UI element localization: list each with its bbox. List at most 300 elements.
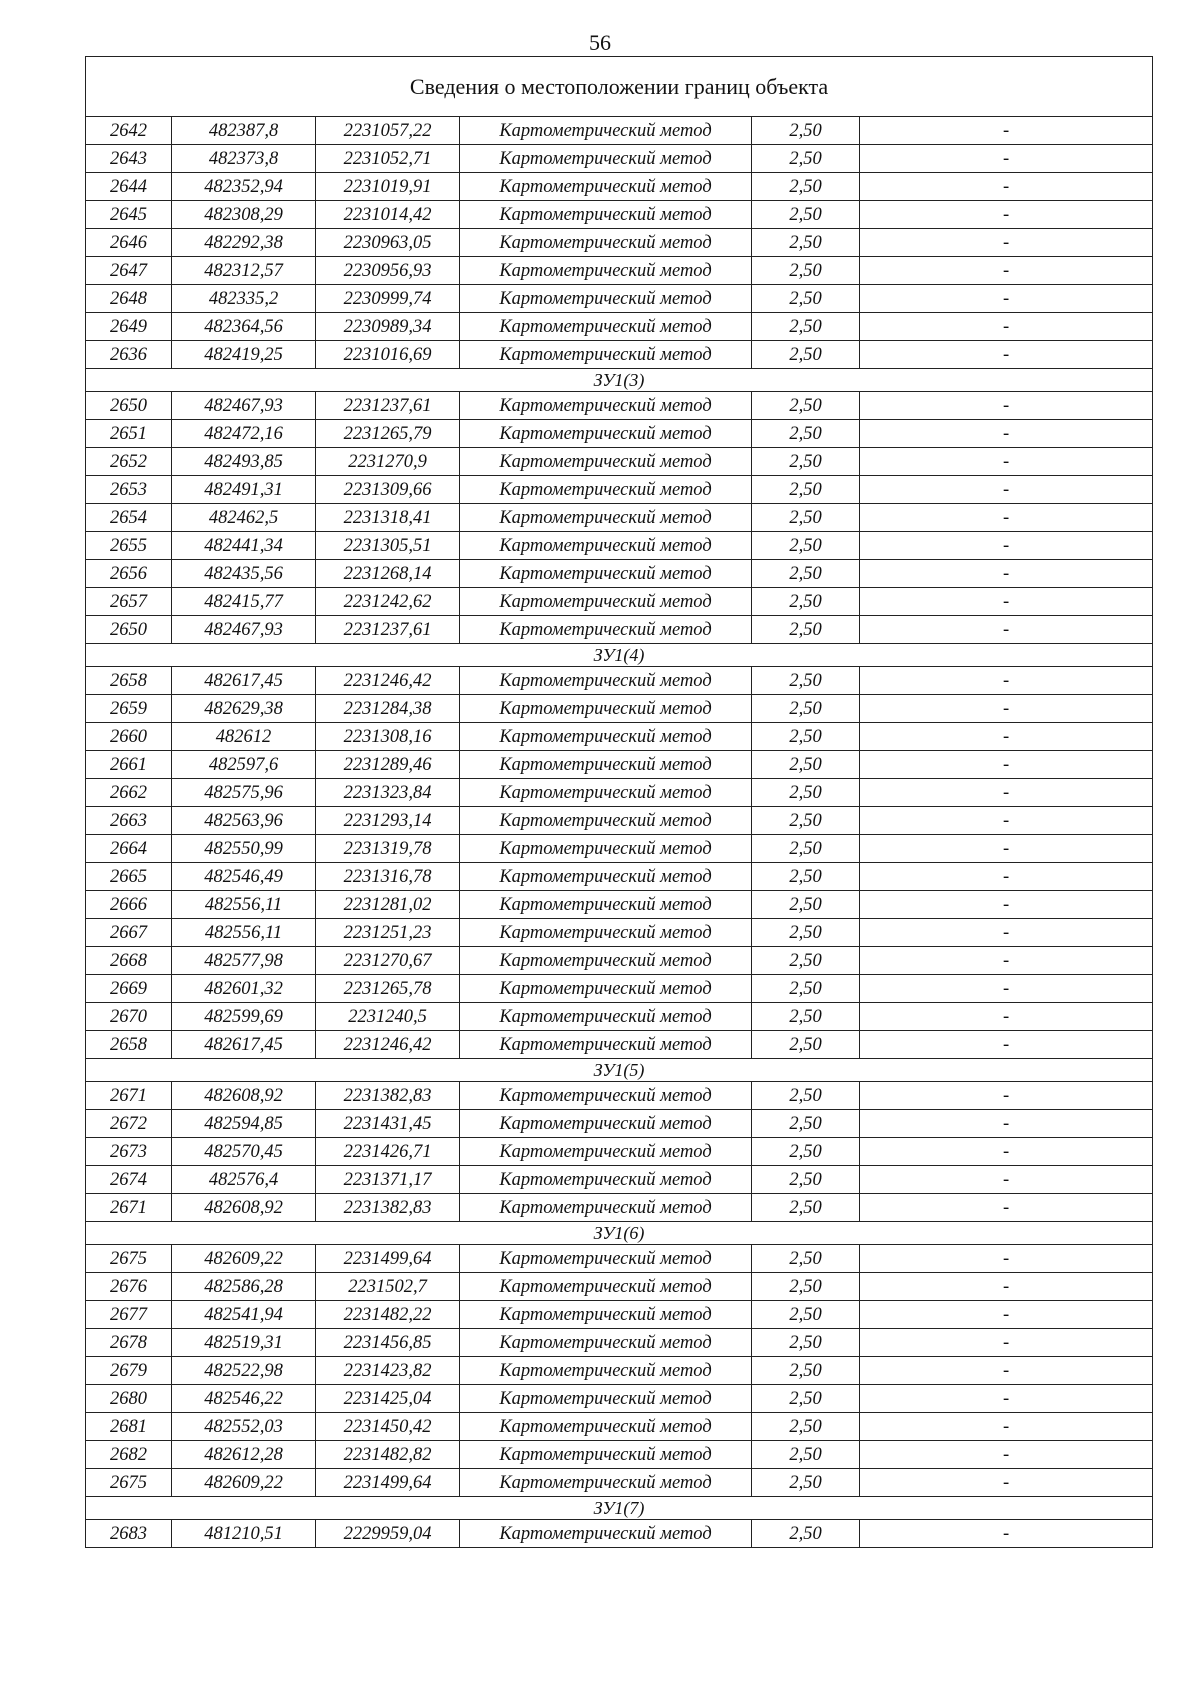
coord-x-cell: 482546,49: [172, 863, 316, 891]
point-number-cell: 2672: [86, 1110, 172, 1138]
coord-y-cell: 2231293,14: [316, 807, 460, 835]
point-number-cell: 2674: [86, 1166, 172, 1194]
table-row: [86, 779, 1153, 807]
section-header-row: [86, 644, 1153, 667]
accuracy-cell: 2,50: [752, 588, 860, 616]
description-cell: -: [860, 751, 1153, 779]
accuracy-cell: 2,50: [752, 863, 860, 891]
coord-y-cell: 2230956,93: [316, 257, 460, 285]
method-cell: Картометрический метод: [460, 723, 752, 751]
table-row: [86, 1469, 1153, 1497]
description-cell: -: [860, 723, 1153, 751]
method-cell: Картометрический метод: [460, 751, 752, 779]
point-number-cell: 2654: [86, 504, 172, 532]
coord-y-cell: 2229959,04: [316, 1520, 460, 1548]
coord-x-cell: 482435,56: [172, 560, 316, 588]
coord-x-cell: 482441,34: [172, 532, 316, 560]
section-header-row: [86, 369, 1153, 392]
method-cell: Картометрический метод: [460, 476, 752, 504]
table-row: [86, 504, 1153, 532]
coord-x-cell: 482594,85: [172, 1110, 316, 1138]
method-cell: Картометрический метод: [460, 392, 752, 420]
description-cell: -: [860, 341, 1153, 369]
boundary-coordinates-table: [85, 56, 1153, 1548]
table-row: [86, 891, 1153, 919]
point-number-cell: 2658: [86, 667, 172, 695]
coord-y-cell: 2231019,91: [316, 173, 460, 201]
table-row: [86, 1138, 1153, 1166]
accuracy-cell: 2,50: [752, 1110, 860, 1138]
table-row: [86, 919, 1153, 947]
coord-y-cell: 2231240,5: [316, 1003, 460, 1031]
coord-y-cell: 2231499,64: [316, 1469, 460, 1497]
accuracy-cell: 2,50: [752, 779, 860, 807]
accuracy-cell: 2,50: [752, 947, 860, 975]
table-row: [86, 1166, 1153, 1194]
section-header-row: [86, 1497, 1153, 1520]
method-cell: Картометрический метод: [460, 1357, 752, 1385]
coord-y-cell: 2231057,22: [316, 117, 460, 145]
method-cell: Картометрический метод: [460, 807, 752, 835]
coord-x-cell: 482541,94: [172, 1301, 316, 1329]
coord-x-cell: 482522,98: [172, 1357, 316, 1385]
coord-y-cell: 2231323,84: [316, 779, 460, 807]
accuracy-cell: 2,50: [752, 1357, 860, 1385]
accuracy-cell: 2,50: [752, 201, 860, 229]
coord-y-cell: 2231242,62: [316, 588, 460, 616]
accuracy-cell: 2,50: [752, 723, 860, 751]
table-row: [86, 1110, 1153, 1138]
description-cell: -: [860, 616, 1153, 644]
table-row: [86, 1385, 1153, 1413]
accuracy-cell: 2,50: [752, 313, 860, 341]
coord-x-cell: 482599,69: [172, 1003, 316, 1031]
table-row: [86, 807, 1153, 835]
accuracy-cell: 2,50: [752, 891, 860, 919]
point-number-cell: 2683: [86, 1520, 172, 1548]
method-cell: Картометрический метод: [460, 1385, 752, 1413]
point-number-cell: 2652: [86, 448, 172, 476]
coord-y-cell: 2231284,38: [316, 695, 460, 723]
point-number-cell: 2650: [86, 616, 172, 644]
description-cell: -: [860, 1385, 1153, 1413]
point-number-cell: 2647: [86, 257, 172, 285]
accuracy-cell: 2,50: [752, 1003, 860, 1031]
coord-x-cell: 482387,8: [172, 117, 316, 145]
coord-x-cell: 482556,11: [172, 919, 316, 947]
description-cell: -: [860, 229, 1153, 257]
point-number-cell: 2667: [86, 919, 172, 947]
coord-y-cell: 2231316,78: [316, 863, 460, 891]
description-cell: -: [860, 257, 1153, 285]
section-header-row: [86, 1059, 1153, 1082]
accuracy-cell: 2,50: [752, 1194, 860, 1222]
method-cell: Картометрический метод: [460, 616, 752, 644]
accuracy-cell: 2,50: [752, 1469, 860, 1497]
table-row: [86, 1357, 1153, 1385]
coord-y-cell: 2231237,61: [316, 392, 460, 420]
coord-y-cell: 2231016,69: [316, 341, 460, 369]
method-cell: Картометрический метод: [460, 835, 752, 863]
accuracy-cell: 2,50: [752, 117, 860, 145]
method-cell: Картометрический метод: [460, 1329, 752, 1357]
accuracy-cell: 2,50: [752, 560, 860, 588]
table-row: [86, 145, 1153, 173]
coord-x-cell: 482617,45: [172, 1031, 316, 1059]
description-cell: -: [860, 1138, 1153, 1166]
method-cell: Картометрический метод: [460, 173, 752, 201]
accuracy-cell: 2,50: [752, 476, 860, 504]
accuracy-cell: 2,50: [752, 420, 860, 448]
description-cell: -: [860, 1441, 1153, 1469]
point-number-cell: 2649: [86, 313, 172, 341]
method-cell: Картометрический метод: [460, 695, 752, 723]
table-row: [86, 1245, 1153, 1273]
point-number-cell: 2657: [86, 588, 172, 616]
accuracy-cell: 2,50: [752, 257, 860, 285]
accuracy-cell: 2,50: [752, 1138, 860, 1166]
coord-y-cell: 2231371,17: [316, 1166, 460, 1194]
coord-x-cell: 482609,22: [172, 1245, 316, 1273]
point-number-cell: 2661: [86, 751, 172, 779]
coord-x-cell: 482577,98: [172, 947, 316, 975]
point-number-cell: 2655: [86, 532, 172, 560]
coord-x-cell: 482546,22: [172, 1385, 316, 1413]
table-row: [86, 201, 1153, 229]
table-row: [86, 1441, 1153, 1469]
method-cell: Картометрический метод: [460, 420, 752, 448]
description-cell: -: [860, 779, 1153, 807]
accuracy-cell: 2,50: [752, 1329, 860, 1357]
method-cell: Картометрический метод: [460, 1003, 752, 1031]
method-cell: Картометрический метод: [460, 560, 752, 588]
description-cell: -: [860, 1003, 1153, 1031]
coord-x-cell: 482609,22: [172, 1469, 316, 1497]
description-cell: -: [860, 667, 1153, 695]
point-number-cell: 2648: [86, 285, 172, 313]
method-cell: Картометрический метод: [460, 863, 752, 891]
method-cell: Картометрический метод: [460, 1301, 752, 1329]
table-row: [86, 835, 1153, 863]
point-number-cell: 2645: [86, 201, 172, 229]
coord-x-cell: 482552,03: [172, 1413, 316, 1441]
accuracy-cell: 2,50: [752, 975, 860, 1003]
coord-y-cell: 2231319,78: [316, 835, 460, 863]
accuracy-cell: 2,50: [752, 807, 860, 835]
point-number-cell: 2658: [86, 1031, 172, 1059]
table-row: [86, 588, 1153, 616]
method-cell: Картометрический метод: [460, 145, 752, 173]
method-cell: Картометрический метод: [460, 1031, 752, 1059]
method-cell: Картометрический метод: [460, 891, 752, 919]
point-number-cell: 2659: [86, 695, 172, 723]
description-cell: -: [860, 1301, 1153, 1329]
accuracy-cell: 2,50: [752, 751, 860, 779]
description-cell: -: [860, 117, 1153, 145]
coord-y-cell: 2231289,46: [316, 751, 460, 779]
table-row: [86, 1413, 1153, 1441]
description-cell: -: [860, 173, 1153, 201]
coord-y-cell: 2231450,42: [316, 1413, 460, 1441]
method-cell: Картометрический метод: [460, 448, 752, 476]
accuracy-cell: 2,50: [752, 285, 860, 313]
description-cell: -: [860, 695, 1153, 723]
coord-x-cell: 482308,29: [172, 201, 316, 229]
description-cell: -: [860, 1413, 1153, 1441]
coord-x-cell: 482550,99: [172, 835, 316, 863]
coord-x-cell: 482491,31: [172, 476, 316, 504]
coord-x-cell: 482612,28: [172, 1441, 316, 1469]
coord-x-cell: 482352,94: [172, 173, 316, 201]
coord-x-cell: 482467,93: [172, 616, 316, 644]
description-cell: -: [860, 448, 1153, 476]
coord-y-cell: 2231305,51: [316, 532, 460, 560]
description-cell: -: [860, 891, 1153, 919]
point-number-cell: 2643: [86, 145, 172, 173]
table-row: [86, 532, 1153, 560]
coord-y-cell: 2231499,64: [316, 1245, 460, 1273]
description-cell: -: [860, 1082, 1153, 1110]
point-number-cell: 2663: [86, 807, 172, 835]
accuracy-cell: 2,50: [752, 1082, 860, 1110]
coord-y-cell: 2231270,9: [316, 448, 460, 476]
point-number-cell: 2651: [86, 420, 172, 448]
description-cell: -: [860, 532, 1153, 560]
method-cell: Картометрический метод: [460, 588, 752, 616]
accuracy-cell: 2,50: [752, 145, 860, 173]
table-row: [86, 723, 1153, 751]
table-row: [86, 257, 1153, 285]
accuracy-cell: 2,50: [752, 1245, 860, 1273]
description-cell: -: [860, 1469, 1153, 1497]
accuracy-cell: 2,50: [752, 1301, 860, 1329]
accuracy-cell: 2,50: [752, 1273, 860, 1301]
section-label: ЗУ1(5): [86, 1059, 1153, 1082]
accuracy-cell: 2,50: [752, 229, 860, 257]
coord-y-cell: 2231251,23: [316, 919, 460, 947]
accuracy-cell: 2,50: [752, 835, 860, 863]
coord-y-cell: 2231052,71: [316, 145, 460, 173]
coord-x-cell: 482462,5: [172, 504, 316, 532]
section-label: ЗУ1(7): [86, 1497, 1153, 1520]
description-cell: -: [860, 560, 1153, 588]
coord-x-cell: 482586,28: [172, 1273, 316, 1301]
description-cell: -: [860, 420, 1153, 448]
point-number-cell: 2646: [86, 229, 172, 257]
coord-y-cell: 2231265,79: [316, 420, 460, 448]
coord-x-cell: 482312,57: [172, 257, 316, 285]
description-cell: -: [860, 1357, 1153, 1385]
point-number-cell: 2666: [86, 891, 172, 919]
coord-x-cell: 482617,45: [172, 667, 316, 695]
point-number-cell: 2675: [86, 1469, 172, 1497]
method-cell: Картометрический метод: [460, 229, 752, 257]
table-title: Сведения о местоположении границ объекта: [86, 57, 1153, 117]
description-cell: -: [860, 975, 1153, 1003]
accuracy-cell: 2,50: [752, 616, 860, 644]
coord-x-cell: 482570,45: [172, 1138, 316, 1166]
description-cell: -: [860, 504, 1153, 532]
coord-y-cell: 2231309,66: [316, 476, 460, 504]
table-row: [86, 616, 1153, 644]
point-number-cell: 2682: [86, 1441, 172, 1469]
table-row: [86, 448, 1153, 476]
description-cell: -: [860, 1110, 1153, 1138]
table-row: [86, 1082, 1153, 1110]
point-number-cell: 2671: [86, 1082, 172, 1110]
section-label: ЗУ1(4): [86, 644, 1153, 667]
method-cell: Картометрический метод: [460, 1138, 752, 1166]
coord-x-cell: 482556,11: [172, 891, 316, 919]
coord-y-cell: 2231502,7: [316, 1273, 460, 1301]
coord-y-cell: 2231425,04: [316, 1385, 460, 1413]
description-cell: -: [860, 313, 1153, 341]
table-body: [86, 57, 1153, 1548]
table-row: [86, 560, 1153, 588]
accuracy-cell: 2,50: [752, 919, 860, 947]
method-cell: Картометрический метод: [460, 1166, 752, 1194]
accuracy-cell: 2,50: [752, 532, 860, 560]
coord-x-cell: 482364,56: [172, 313, 316, 341]
point-number-cell: 2673: [86, 1138, 172, 1166]
point-number-cell: 2662: [86, 779, 172, 807]
description-cell: -: [860, 863, 1153, 891]
table-row: [86, 975, 1153, 1003]
coord-y-cell: 2231246,42: [316, 1031, 460, 1059]
accuracy-cell: 2,50: [752, 1385, 860, 1413]
coord-x-cell: 482519,31: [172, 1329, 316, 1357]
point-number-cell: 2665: [86, 863, 172, 891]
coord-y-cell: 2231382,83: [316, 1082, 460, 1110]
coord-x-cell: 482415,77: [172, 588, 316, 616]
table-row: [86, 420, 1153, 448]
point-number-cell: 2644: [86, 173, 172, 201]
coord-x-cell: 482467,93: [172, 392, 316, 420]
coord-x-cell: 482608,92: [172, 1194, 316, 1222]
accuracy-cell: 2,50: [752, 448, 860, 476]
coord-y-cell: 2231014,42: [316, 201, 460, 229]
table-row: [86, 285, 1153, 313]
coord-y-cell: 2231281,02: [316, 891, 460, 919]
table-row: [86, 667, 1153, 695]
coord-y-cell: 2231482,22: [316, 1301, 460, 1329]
method-cell: Картометрический метод: [460, 1413, 752, 1441]
coord-y-cell: 2231431,45: [316, 1110, 460, 1138]
description-cell: -: [860, 1273, 1153, 1301]
accuracy-cell: 2,50: [752, 1031, 860, 1059]
description-cell: -: [860, 145, 1153, 173]
method-cell: Картометрический метод: [460, 667, 752, 695]
point-number-cell: 2664: [86, 835, 172, 863]
point-number-cell: 2636: [86, 341, 172, 369]
coord-x-cell: 482576,4: [172, 1166, 316, 1194]
table-row: [86, 1194, 1153, 1222]
table-row: [86, 1520, 1153, 1548]
coord-x-cell: 482373,8: [172, 145, 316, 173]
point-number-cell: 2670: [86, 1003, 172, 1031]
coord-x-cell: 482472,16: [172, 420, 316, 448]
point-number-cell: 2660: [86, 723, 172, 751]
method-cell: Картометрический метод: [460, 1469, 752, 1497]
description-cell: -: [860, 201, 1153, 229]
table-row: [86, 313, 1153, 341]
point-number-cell: 2676: [86, 1273, 172, 1301]
section-label: ЗУ1(6): [86, 1222, 1153, 1245]
point-number-cell: 2669: [86, 975, 172, 1003]
method-cell: Картометрический метод: [460, 975, 752, 1003]
table-row: [86, 117, 1153, 145]
coord-x-cell: 482419,25: [172, 341, 316, 369]
point-number-cell: 2653: [86, 476, 172, 504]
coord-y-cell: 2230999,74: [316, 285, 460, 313]
point-number-cell: 2677: [86, 1301, 172, 1329]
description-cell: -: [860, 588, 1153, 616]
method-cell: Картометрический метод: [460, 1245, 752, 1273]
description-cell: -: [860, 1194, 1153, 1222]
description-cell: -: [860, 476, 1153, 504]
method-cell: Картометрический метод: [460, 1441, 752, 1469]
method-cell: Картометрический метод: [460, 201, 752, 229]
accuracy-cell: 2,50: [752, 504, 860, 532]
table-row: [86, 947, 1153, 975]
point-number-cell: 2680: [86, 1385, 172, 1413]
coord-y-cell: 2231426,71: [316, 1138, 460, 1166]
description-cell: -: [860, 392, 1153, 420]
coord-x-cell: 482608,92: [172, 1082, 316, 1110]
method-cell: Картометрический метод: [460, 257, 752, 285]
coord-x-cell: 482292,38: [172, 229, 316, 257]
coord-x-cell: 481210,51: [172, 1520, 316, 1548]
accuracy-cell: 2,50: [752, 1413, 860, 1441]
method-cell: Картометрический метод: [460, 117, 752, 145]
method-cell: Картометрический метод: [460, 313, 752, 341]
point-number-cell: 2675: [86, 1245, 172, 1273]
point-number-cell: 2642: [86, 117, 172, 145]
section-label: ЗУ1(3): [86, 369, 1153, 392]
description-cell: -: [860, 807, 1153, 835]
description-cell: -: [860, 835, 1153, 863]
table-row: [86, 1031, 1153, 1059]
table-row: [86, 863, 1153, 891]
point-number-cell: 2668: [86, 947, 172, 975]
accuracy-cell: 2,50: [752, 173, 860, 201]
coord-x-cell: 482601,32: [172, 975, 316, 1003]
coord-x-cell: 482335,2: [172, 285, 316, 313]
description-cell: -: [860, 1329, 1153, 1357]
accuracy-cell: 2,50: [752, 695, 860, 723]
method-cell: Картометрический метод: [460, 779, 752, 807]
table-row: [86, 1301, 1153, 1329]
method-cell: Картометрический метод: [460, 919, 752, 947]
coord-x-cell: 482629,38: [172, 695, 316, 723]
table-row: [86, 1003, 1153, 1031]
table-row: [86, 341, 1153, 369]
coord-y-cell: 2231268,14: [316, 560, 460, 588]
method-cell: Картометрический метод: [460, 1520, 752, 1548]
method-cell: Картометрический метод: [460, 1082, 752, 1110]
table-row: [86, 695, 1153, 723]
coord-y-cell: 2230989,34: [316, 313, 460, 341]
table-row: [86, 1273, 1153, 1301]
point-number-cell: 2678: [86, 1329, 172, 1357]
method-cell: Картометрический метод: [460, 1194, 752, 1222]
description-cell: -: [860, 1166, 1153, 1194]
table-row: [86, 173, 1153, 201]
description-cell: -: [860, 1520, 1153, 1548]
point-number-cell: 2681: [86, 1413, 172, 1441]
method-cell: Картометрический метод: [460, 504, 752, 532]
method-cell: Картометрический метод: [460, 341, 752, 369]
